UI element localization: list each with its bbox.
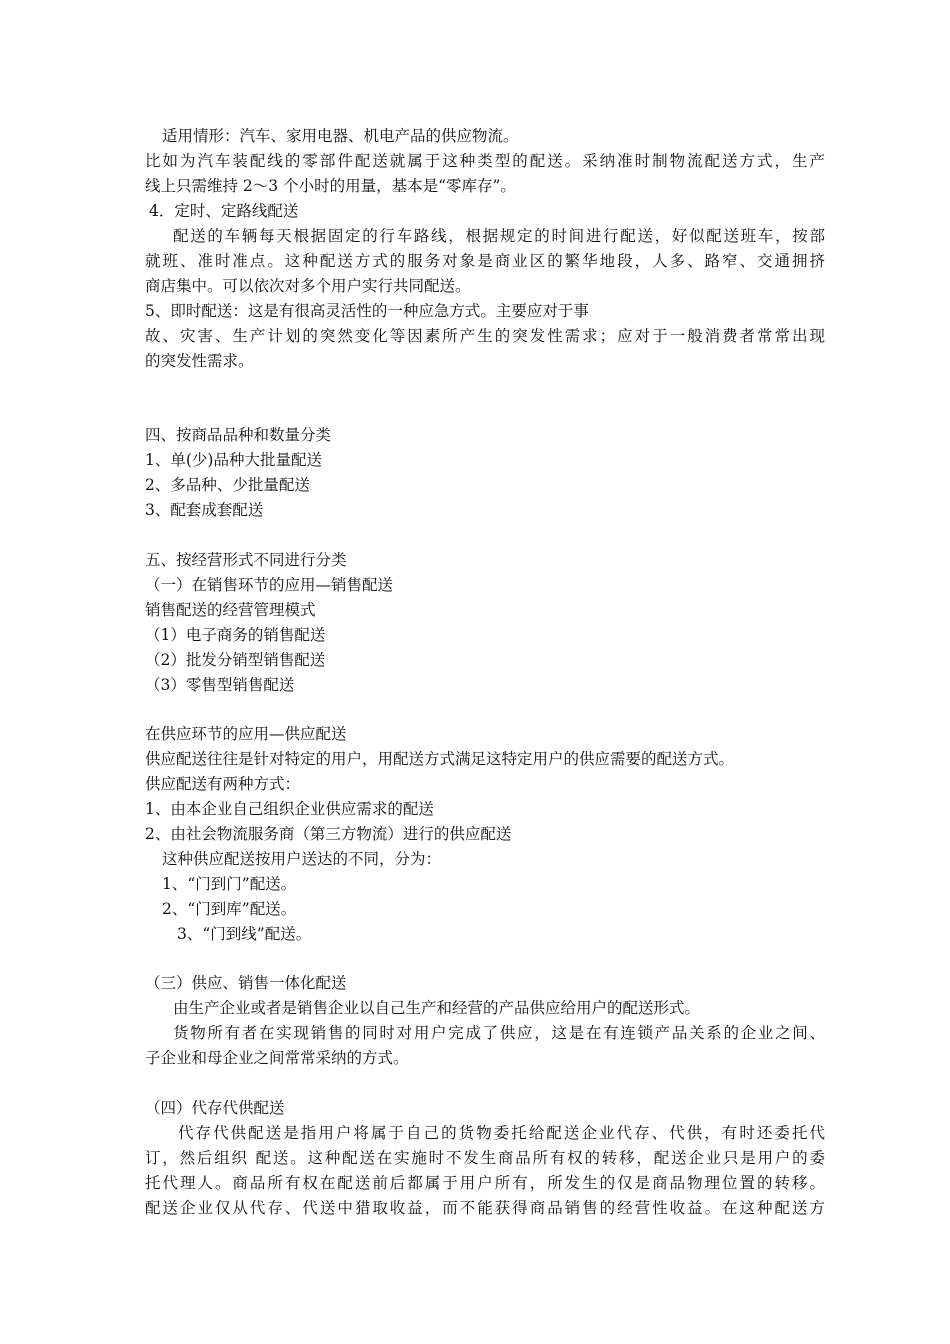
list-item: 2、“门到库”配送。: [162, 900, 297, 918]
text-line: 销售配送的经营管理模式: [145, 601, 316, 619]
text-line: 配送企业仅从代存、代送中猎取收益，而不能获得商品销售的经营性收益。在这种配送方: [145, 1199, 825, 1217]
list-item: 2、由社会物流服务商（第三方物流）进行的供应配送: [145, 825, 512, 843]
list-item: 3、“门到线”配送。: [177, 925, 312, 943]
text-line: 订，然后组织 配送。这种配送在实施时不发生商品所有权的转移，配送企业只是用户的委: [145, 1149, 825, 1167]
list-item: （3）零售型销售配送: [145, 676, 295, 694]
list-item: （2）批发分销型销售配送: [145, 651, 326, 669]
text-line: 由生产企业或者是销售企业以自己生产和经营的产品供应给用户的配送形式。: [173, 999, 701, 1017]
list-item: 3、配套成套配送: [145, 501, 264, 519]
text-line: 供应配送有两种方式：: [145, 775, 301, 793]
text-line: 线上只需维持 2～3 个小时的用量，基本是“零库存”。: [145, 177, 516, 195]
text-line: 适用情形：汽车、家用电器、机电产品的供应物流。: [162, 127, 519, 145]
list-item: 1、“门到门”配送。: [162, 875, 297, 893]
text-line: 货物所有者在实现销售的同时对用户完成了供应，这是在有连锁产品关系的企业之间、: [173, 1024, 825, 1042]
list-item: 2、多品种、少批量配送: [145, 476, 310, 494]
text-line: 商店集中。可以依次对多个用户实行共同配送。: [145, 277, 471, 295]
section-heading: 五、按经营形式不同进行分类: [145, 551, 347, 569]
section-heading: 四、按商品品种和数量分类: [145, 426, 332, 444]
text-line: 的突发性需求。: [145, 352, 254, 370]
text-line: 配送的车辆每天根据固定的行车路线，根据规定的时间进行配送，好似配送班车，按部: [173, 227, 825, 245]
text-line: 代存代供配送是指用户将属于自己的货物委托给配送企业代存、代供，有时还委托代: [178, 1124, 825, 1142]
text-line: 故、灾害、生产计划的突然变化等因素所产生的突发性需求；应对于一般消费者常常出现: [145, 327, 825, 345]
subsection-heading: 在供应环节的应用—供应配送: [145, 725, 347, 743]
list-item: 1、单(少)品种大批量配送: [145, 451, 322, 469]
text-line: 就班、准时准点。这种配送方式的服务对象是商业区的繁华地段，人多、路窄、交通拥挤: [145, 252, 825, 270]
list-item: 1、由本企业自己组织企业供应需求的配送: [145, 800, 434, 818]
text-line: 这种供应配送按用户送达的不同，分为：: [162, 850, 442, 868]
text-line: 子企业和母企业之间常常采纳的方式。: [145, 1049, 409, 1067]
text-line: 托代理人。商品所有权在配送前后都属于用户所有，所发生的仅是商品物理位置的转移。: [145, 1174, 825, 1192]
section-heading: 4．定时、定路线配送: [149, 202, 299, 220]
subsection-heading: （四）代存代供配送: [145, 1099, 285, 1117]
text-line: 5、即时配送：这是有很高灵活性的一种应急方式。主要应对于事: [145, 302, 589, 320]
text-line: 供应配送往往是针对特定的用户，用配送方式满足这特定用户的供应需要的配送方式。: [145, 750, 735, 768]
text-line: 比如为汽车装配线的零部件配送就属于这种类型的配送。采纳准时制物流配送方式，生产: [145, 152, 825, 170]
subsection-heading: （三）供应、销售一体化配送: [145, 974, 347, 992]
subsection-heading: （一）在销售环节的应用—销售配送: [145, 576, 394, 594]
list-item: （1）电子商务的销售配送: [145, 626, 326, 644]
